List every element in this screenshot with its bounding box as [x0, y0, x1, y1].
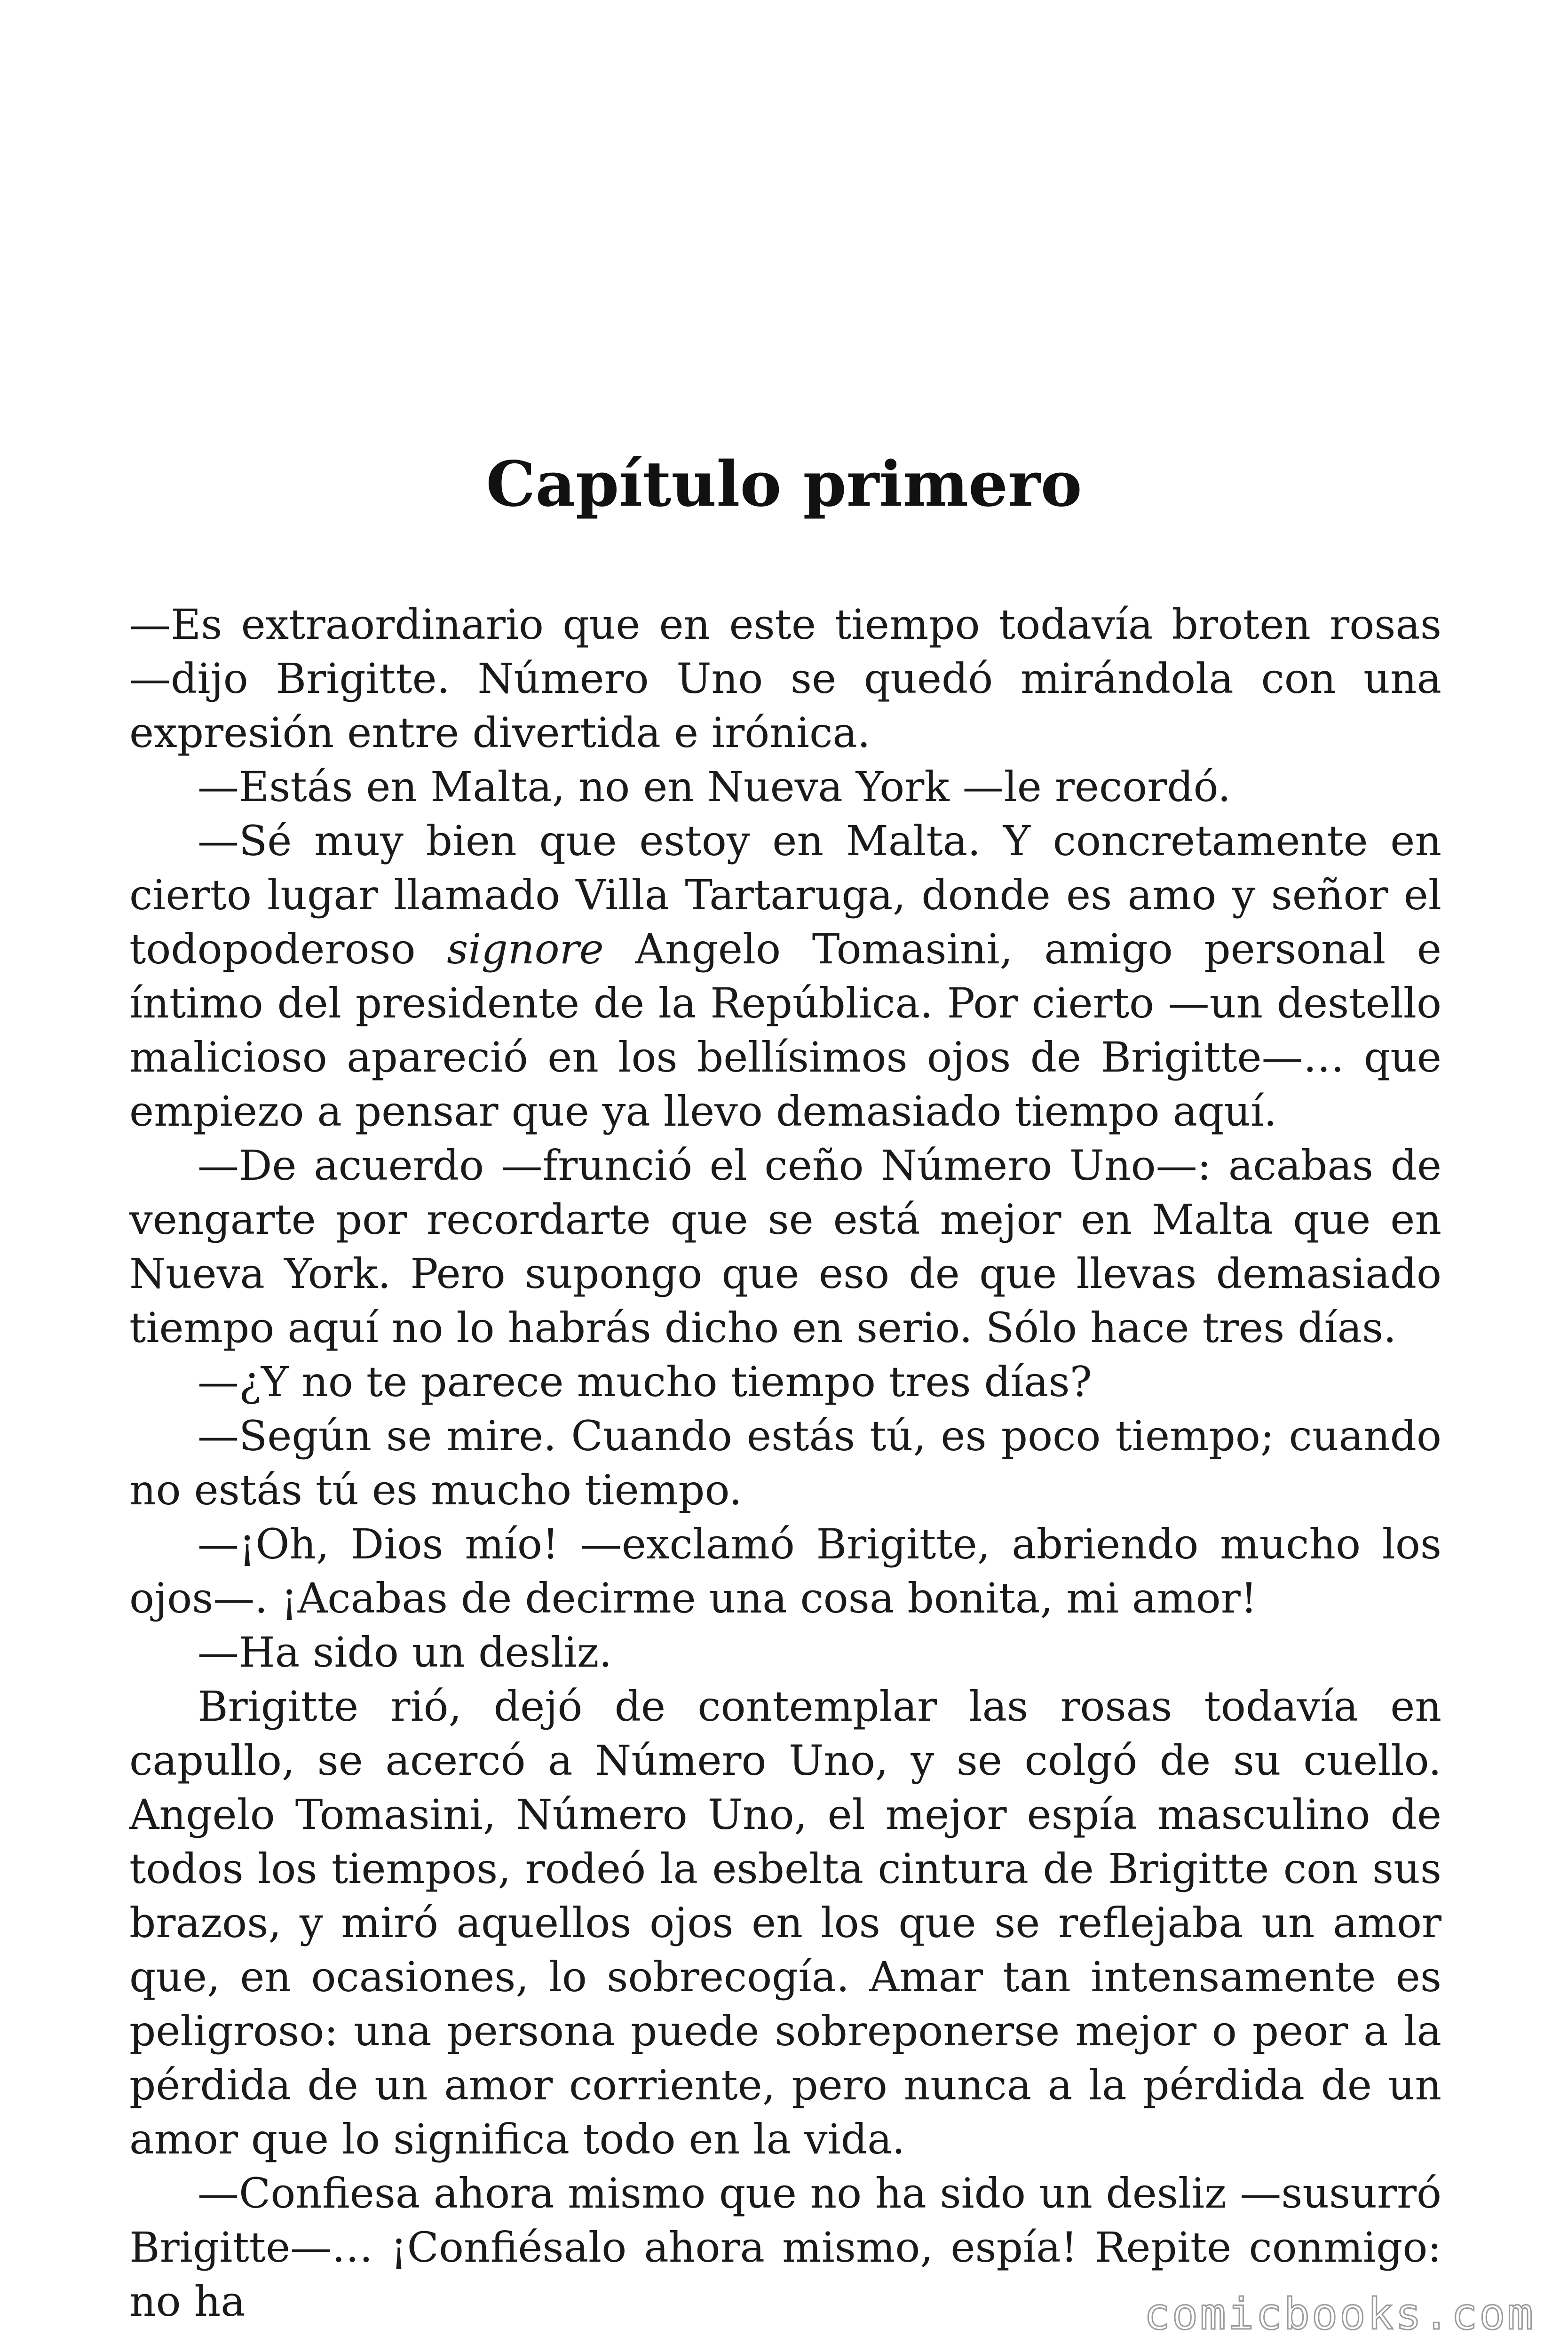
- paragraph-2: —Estás en Malta, no en Nueva York —le recordó.: [198, 763, 1231, 811]
- paragraph-9: Brigitte rió, dejó de contemplar las rosas todavía en capullo, se acercó a Número Uno, y se colgó de su cuello. Angelo Tomasini, Número Uno, el mejor espía masculino de todos los tiempos, rodeó la esbelta cintura de Brigitte con sus brazos, y miró aquellos ojos en los que se reflejaba un amor que, en ocasiones, lo sobrecogía. Amar tan intensamente es peligroso: una persona puede sobreponerse mejor o peor a la pérdida de un amor corriente, pero nunca a la pérdida de un amor que lo significa todo en la vida.: [129, 1682, 1441, 2163]
- watermark-logo: comicbooks.com: [1144, 2289, 1535, 2339]
- chapter-body: [129, 597, 1441, 2328]
- italic-signore: signore: [447, 925, 604, 973]
- paragraph-4: —De acuerdo —frunció el ceño Número Uno—: acabas de vengarte por recordarte que se está mejor en Malta que en Nueva York. Pero supongo que eso de que llevas demasiado tiempo aquí no lo habrás dicho en serio. Sólo hace tres días.: [129, 1141, 1441, 1352]
- paragraph-7: —¡Oh, Dios mío! —exclamó Brigitte, abriendo mucho los ojos—. ¡Acabas de decirme una cosa bonita, mi amor!: [129, 1520, 1441, 1622]
- paragraph-6: —Según se mire. Cuando estás tú, es poco tiempo; cuando no estás tú es mucho tiempo.: [129, 1412, 1441, 1514]
- chapter-title: Capítulo primero: [486, 448, 1082, 521]
- paragraph-8: —Ha sido un desliz.: [198, 1628, 612, 1677]
- paragraph-3-text-after: Angelo Tomasini, amigo personal e íntimo del presidente de la República. Por cierto —un destello malicioso apareció en los bellísimos ojos de Brigitte—… que empiezo a pensar que ya llevo demasiado tiempo aquí.: [129, 925, 1442, 1136]
- paragraph-1: —Es extraordinario que en este tiempo todavía broten rosas —dijo Brigitte. Número Uno se quedó mirándola con una expresión entre divertida e irónica.: [129, 600, 1441, 757]
- paragraph-3: [129, 814, 1441, 1138]
- paragraph-10: —Confiesa ahora mismo que no ha sido un desliz —susurró Brigitte—… ¡Confiésalo ahora mismo, espía! Repite conmigo: no ha: [129, 2169, 1441, 2326]
- paragraph-5: —¿Y no te parece mucho tiempo tres días?: [198, 1358, 1092, 1406]
- paragraph-3-text-before: —Sé muy bien que estoy en Malta. Y concretamente en cierto lugar llamado Villa Tartaruga, donde es amo y señor el todopoderoso: [129, 817, 1441, 973]
